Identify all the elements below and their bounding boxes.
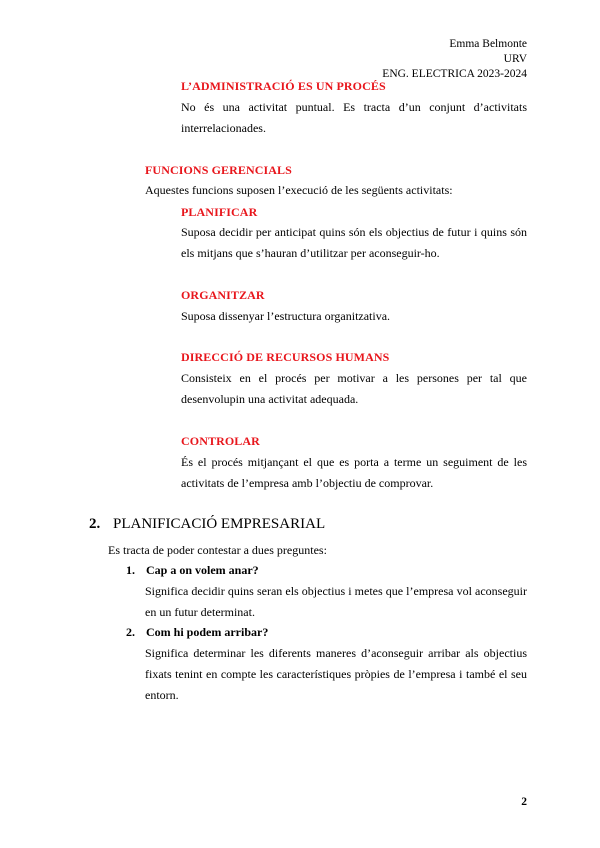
page-number: 2 [521,796,527,808]
header-course: ENG. ELECTRICA 2023-2024 [382,68,527,80]
section-number: 2. [89,516,101,532]
planificar-text: Suposa decidir per anticipat quins són els objectius de futur i quins són els mitjans que s’hauran d’utilitzar per aconseguir-ho. [181,225,527,260]
header-author: Emma Belmonte [449,38,527,50]
question-2-text: Com hi podem arribar? [146,625,269,639]
administracio-heading: L’ADMINISTRACIÓ ES UN PROCÉS [181,79,386,93]
question-2 [126,625,268,640]
controlar-text: És el procés mitjançant el que es porta a terme un seguiment de les activitats de l’empresa amb l’objectiu de comprovar. [181,455,527,490]
section-title: PLANIFICACIÓ EMPRESARIAL [113,516,326,532]
planificacio-heading [89,516,325,533]
direccio-text: Consisteix en el procés per motivar a les persones per tal que desenvolupin una activitat adequada. [181,371,527,406]
question-1-number: 1. [126,563,135,577]
answer-1-text: Significa decidir quins seran els objectius i metes que l’empresa vol aconseguir en un futur determinat. [145,584,527,619]
funcions-intro: Aquestes funcions suposen l’execució de les següents activitats: [145,183,453,197]
question-2-number: 2. [126,625,135,639]
organitzar-text: Suposa dissenyar l’estructura organitzativa. [181,309,391,323]
header-university: URV [503,53,527,65]
question-1-text: Cap a on volem anar? [146,563,259,577]
administracio-text: No és una activitat puntual. Es tracta d’un conjunt d’activitats interrelacionades. [181,100,527,135]
planificacio-intro: Es tracta de poder contestar a dues preguntes: [108,543,327,557]
planificar-heading: PLANIFICAR [181,205,258,219]
question-1 [126,563,259,578]
controlar-heading: CONTROLAR [181,434,260,448]
funcions-heading: FUNCIONS GERENCIALS [145,163,292,177]
organitzar-heading: ORGANITZAR [181,288,265,302]
direccio-heading: DIRECCIÓ DE RECURSOS HUMANS [181,350,390,364]
answer-2-text: Significa determinar les diferents maneres d’aconseguir arribar als objectius fixats tenint en compte les característiques pròpies de l’empresa i també el seu entorn. [145,646,527,702]
page-header [382,37,527,82]
